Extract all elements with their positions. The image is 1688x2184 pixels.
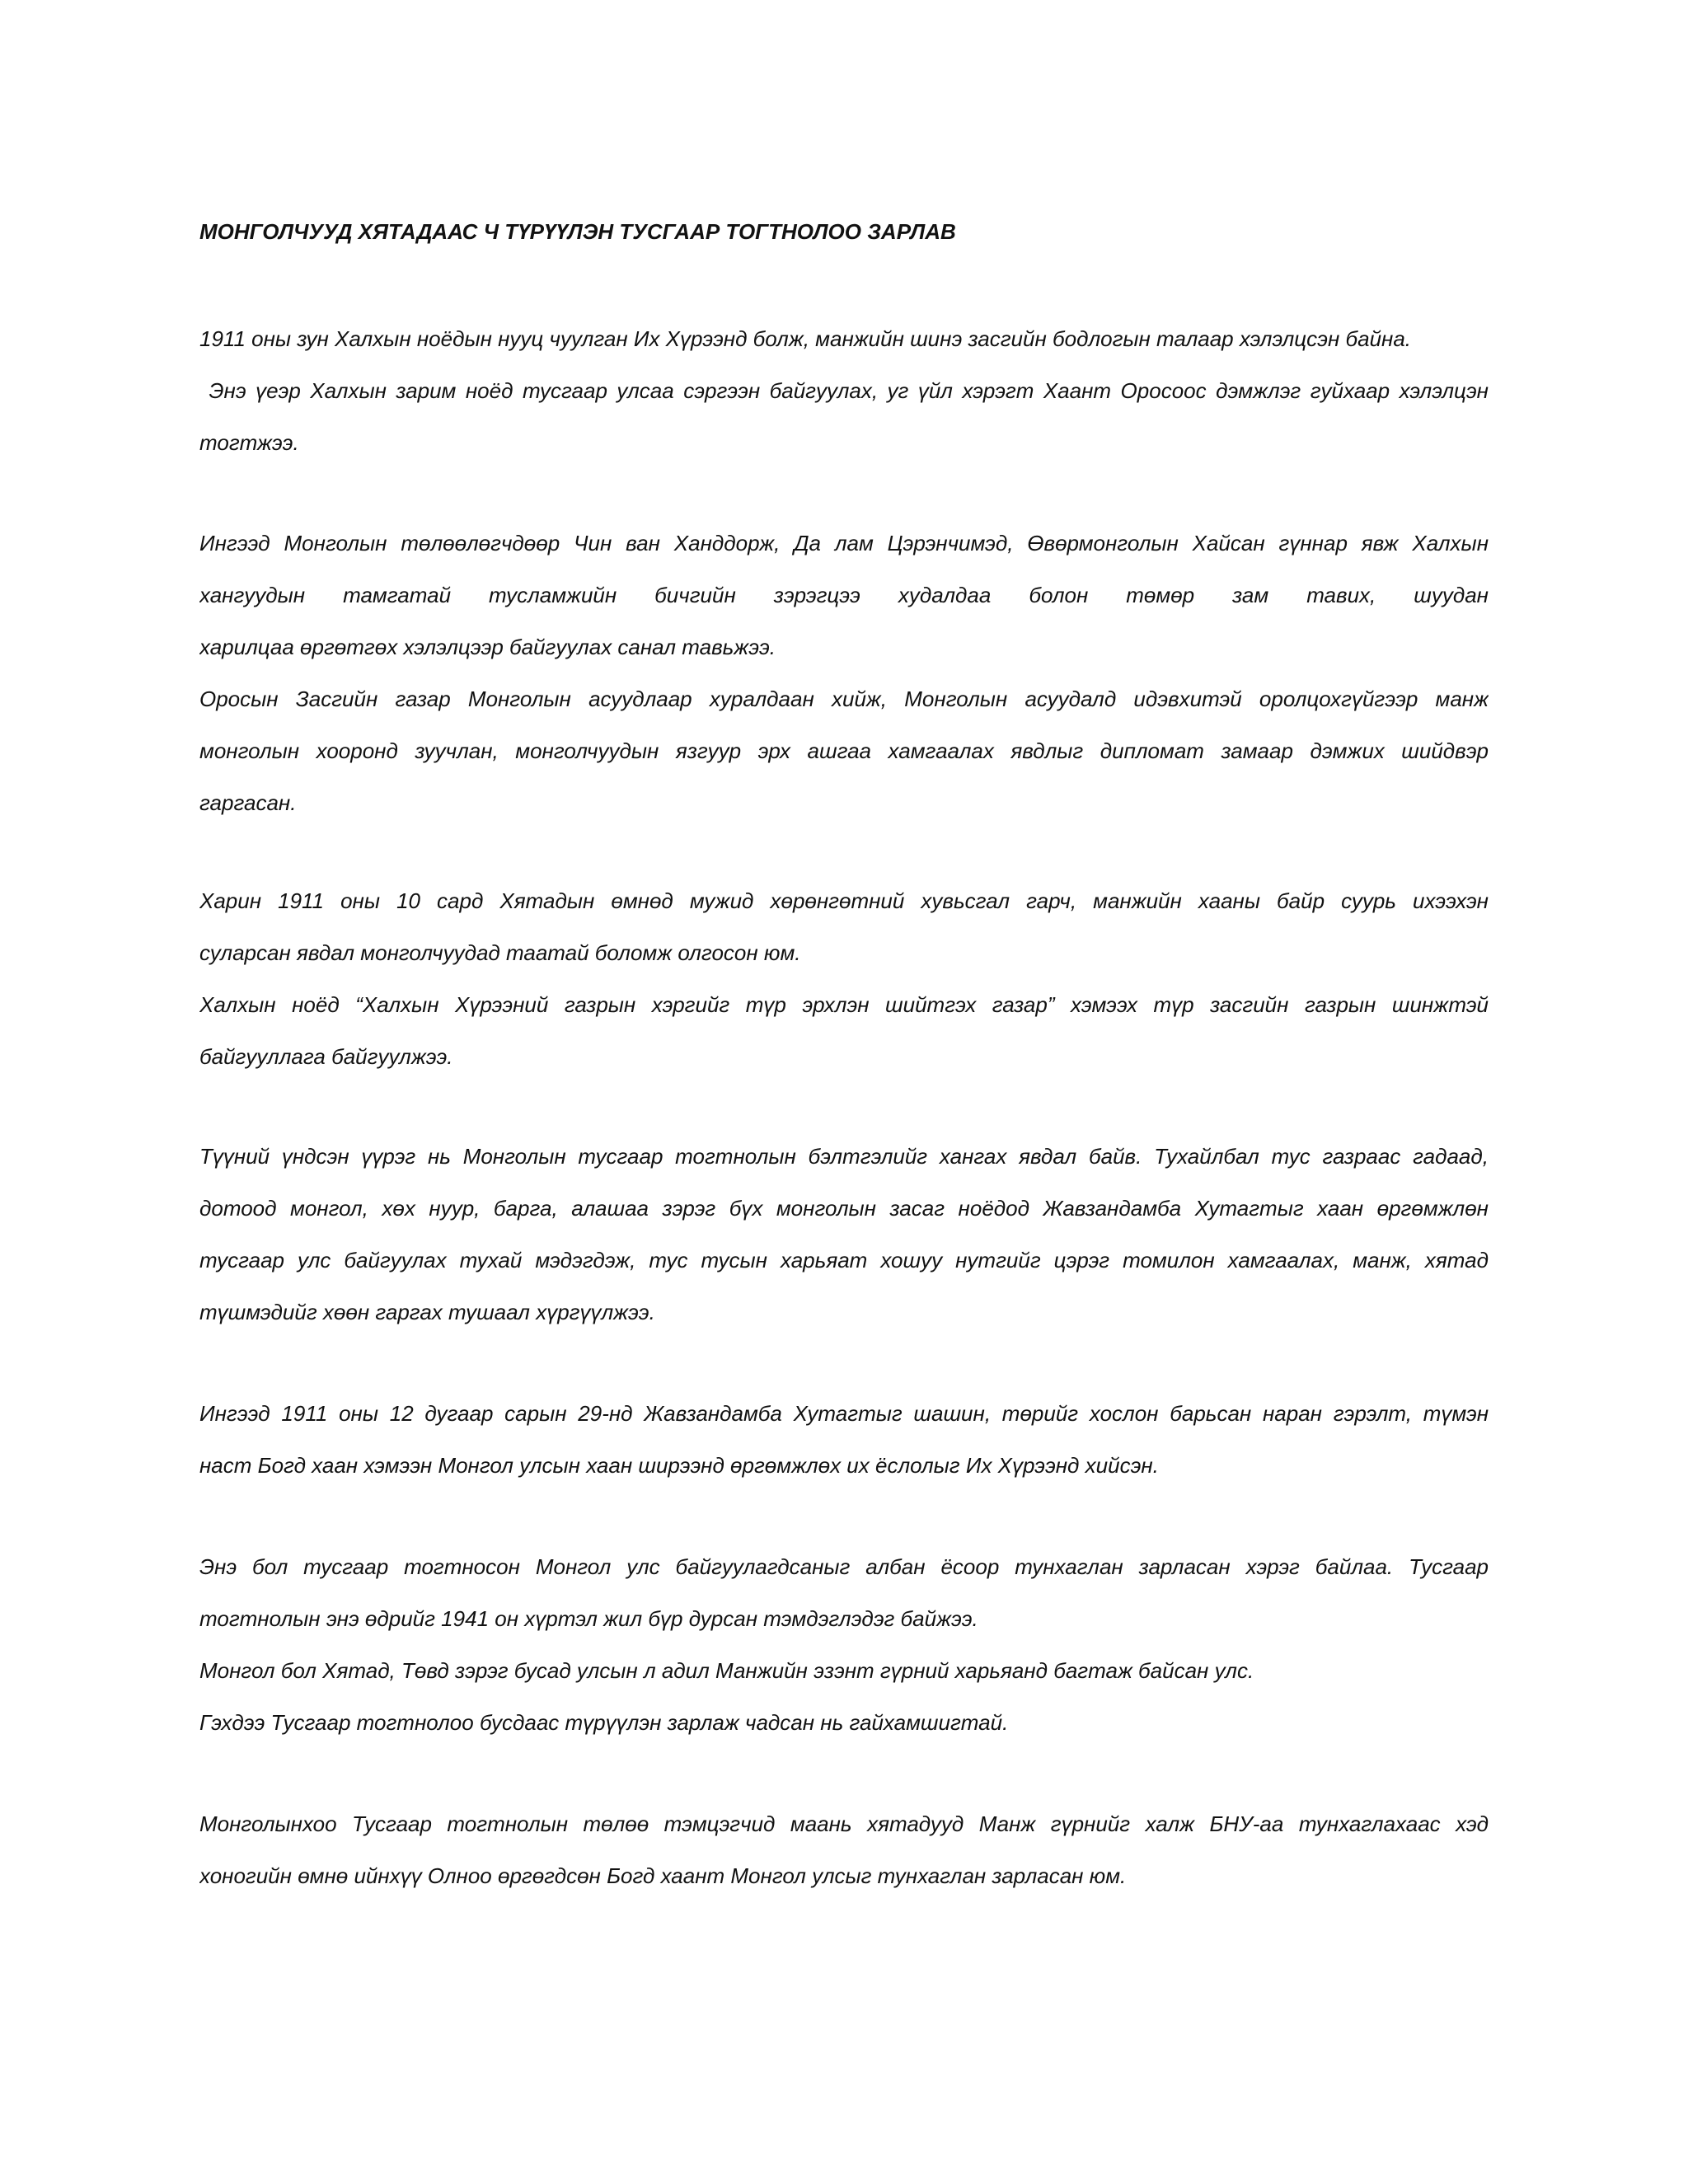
text-line: Монголынхоо Тусгаар тогтнолын төлөө тэмцэгчид маань хятадууд Манж гүрнийг халж БНУ-аа тунхаглахаас хэд — [199, 1811, 1489, 1836]
text-line: байгууллага байгуулжээ. — [199, 1044, 453, 1069]
text-line: хоногийн өмнө ийнхүү Олноо өргөгдсөн Богд хаант Монгол улсыг тунхаглан зарласан юм. — [199, 1863, 1127, 1888]
paragraph-2 — [199, 518, 1489, 829]
text-line: наст Богд хаан хэмээн Монгол улсын хаан ширээнд өргөмжлөх их ёслолыг Их Хүрээнд хийсэн. — [199, 1453, 1159, 1478]
text-line: Түүний үндсэн үүрэг нь Монголын тусгаар тогтнолын бэлтгэлийг хангах явдал байв. Тухайлбал тус газраас гадаад, — [199, 1144, 1489, 1169]
text-line: Халхын ноёд “Халхын Хүрээний газрын хэргийг түр эрхлэн шийтгэх газар” хэмээх түр засгийн газрын шинжтэй — [199, 992, 1489, 1017]
text-line: тогтнолын энэ өдрийг 1941 он хүртэл жил бүр дурсан тэмдэглэдэг байжээ. — [199, 1606, 978, 1631]
text-line: суларсан явдал монголчуудад таатай боломж олгосон юм. — [199, 940, 801, 965]
text-line: түшмэдийг хөөн гаргах тушаал хүргүүлжээ. — [199, 1300, 655, 1324]
text-line: Ингээд Монголын төлөөлөгчдөөр Чин ван Ханддорж, Да лам Цэрэнчимэд, Өвөрмонголын Хайсан гүннар явж Халхын — [199, 531, 1489, 555]
text-line: тусгаар улс байгуулах тухай мэдэгдэж, тус тусын харьяат хошуу нутгийг цэрэг томилон хамгаалах, манж, хятад — [199, 1248, 1489, 1272]
text-line: тогтжээ. — [199, 430, 299, 455]
text-line: Гэхдээ Тусгаар тогтнолоо бусдаас түрүүлэн зарлаж чадсан нь гайхамшигтай. — [199, 1710, 1009, 1735]
text-line: хангуудын тамгатай тусламжийн бичгийн зэрэгцээ худалдаа болон төмөр зам тавих, шуудан — [199, 583, 1489, 607]
text-line: гаргасан. — [199, 790, 297, 815]
paragraph-5 — [199, 1388, 1489, 1492]
text-line: Ингээд 1911 оны 12 дугаар сарын 29-нд Жавзандамба Хутагтыг шашин, төрийг хослон барьсан наран гэрэлт, түмэн — [199, 1401, 1489, 1426]
text-line: монголын хооронд зуучлан, монголчуудын язгуур эрх ашгаа хамгаалах явдлыг дипломат замаар дэмжих шийдвэр — [199, 738, 1489, 763]
text-line: 1911 оны зун Халхын ноёдын нууц чуулган Их Хүрээнд болж, манжийн шинэ засгийн бодлогын талаар хэлэлцсэн байна. — [199, 326, 1412, 351]
document-title: МОНГОЛЧУУД ХЯТАДААС Ч ТҮРҮҮЛЭН ТУСГААР ТОГТНОЛОО ЗАРЛАВ — [199, 219, 956, 244]
paragraph-7 — [199, 1798, 1489, 1902]
paragraph-6 — [199, 1541, 1489, 1749]
text-line: Оросын Засгийн газар Монголын асуудлаар хуралдаан хийж, Монголын асуудалд идэвхитэй оролцохгүйгээр манж — [199, 687, 1489, 711]
text-line: харилцаа өргөтгөх хэлэлцээр байгуулах санал тавьжээ. — [199, 635, 776, 659]
paragraph-3 — [199, 875, 1489, 1083]
paragraph-1 — [199, 313, 1489, 469]
text-line: Энэ бол тусгаар тогтносон Монгол улс байгуулагдсаныг албан ёсоор тунхаглан зарласан хэрэг байлаа. Тусгаар — [199, 1554, 1489, 1579]
text-line: дотоод монгол, хөх нуур, барга, алашаа зэрэг бүх монголын засаг ноёдод Жавзандамба Хутагтыг хаан өргөмжлөн — [199, 1196, 1489, 1221]
text-line: Харин 1911 оны 10 сард Хятадын өмнөд мужид хөрөнгөтний хувьсгал гарч, манжийн хааны байр суурь ихээхэн — [199, 888, 1489, 913]
text-line: Монгол бол Хятад, Төвд зэрэг бусад улсын л адил Манжийн эзэнт гүрний харьяанд багтаж байсан улс. — [199, 1658, 1254, 1683]
text-line: Энэ үеэр Халхын зарим ноёд тусгаар улсаа сэргээн байгуулах, уг үйл хэрэгт Хаант Оросоос дэмжлэг гуйхаар хэлэлцэн — [199, 378, 1489, 403]
paragraph-4 — [199, 1131, 1489, 1338]
